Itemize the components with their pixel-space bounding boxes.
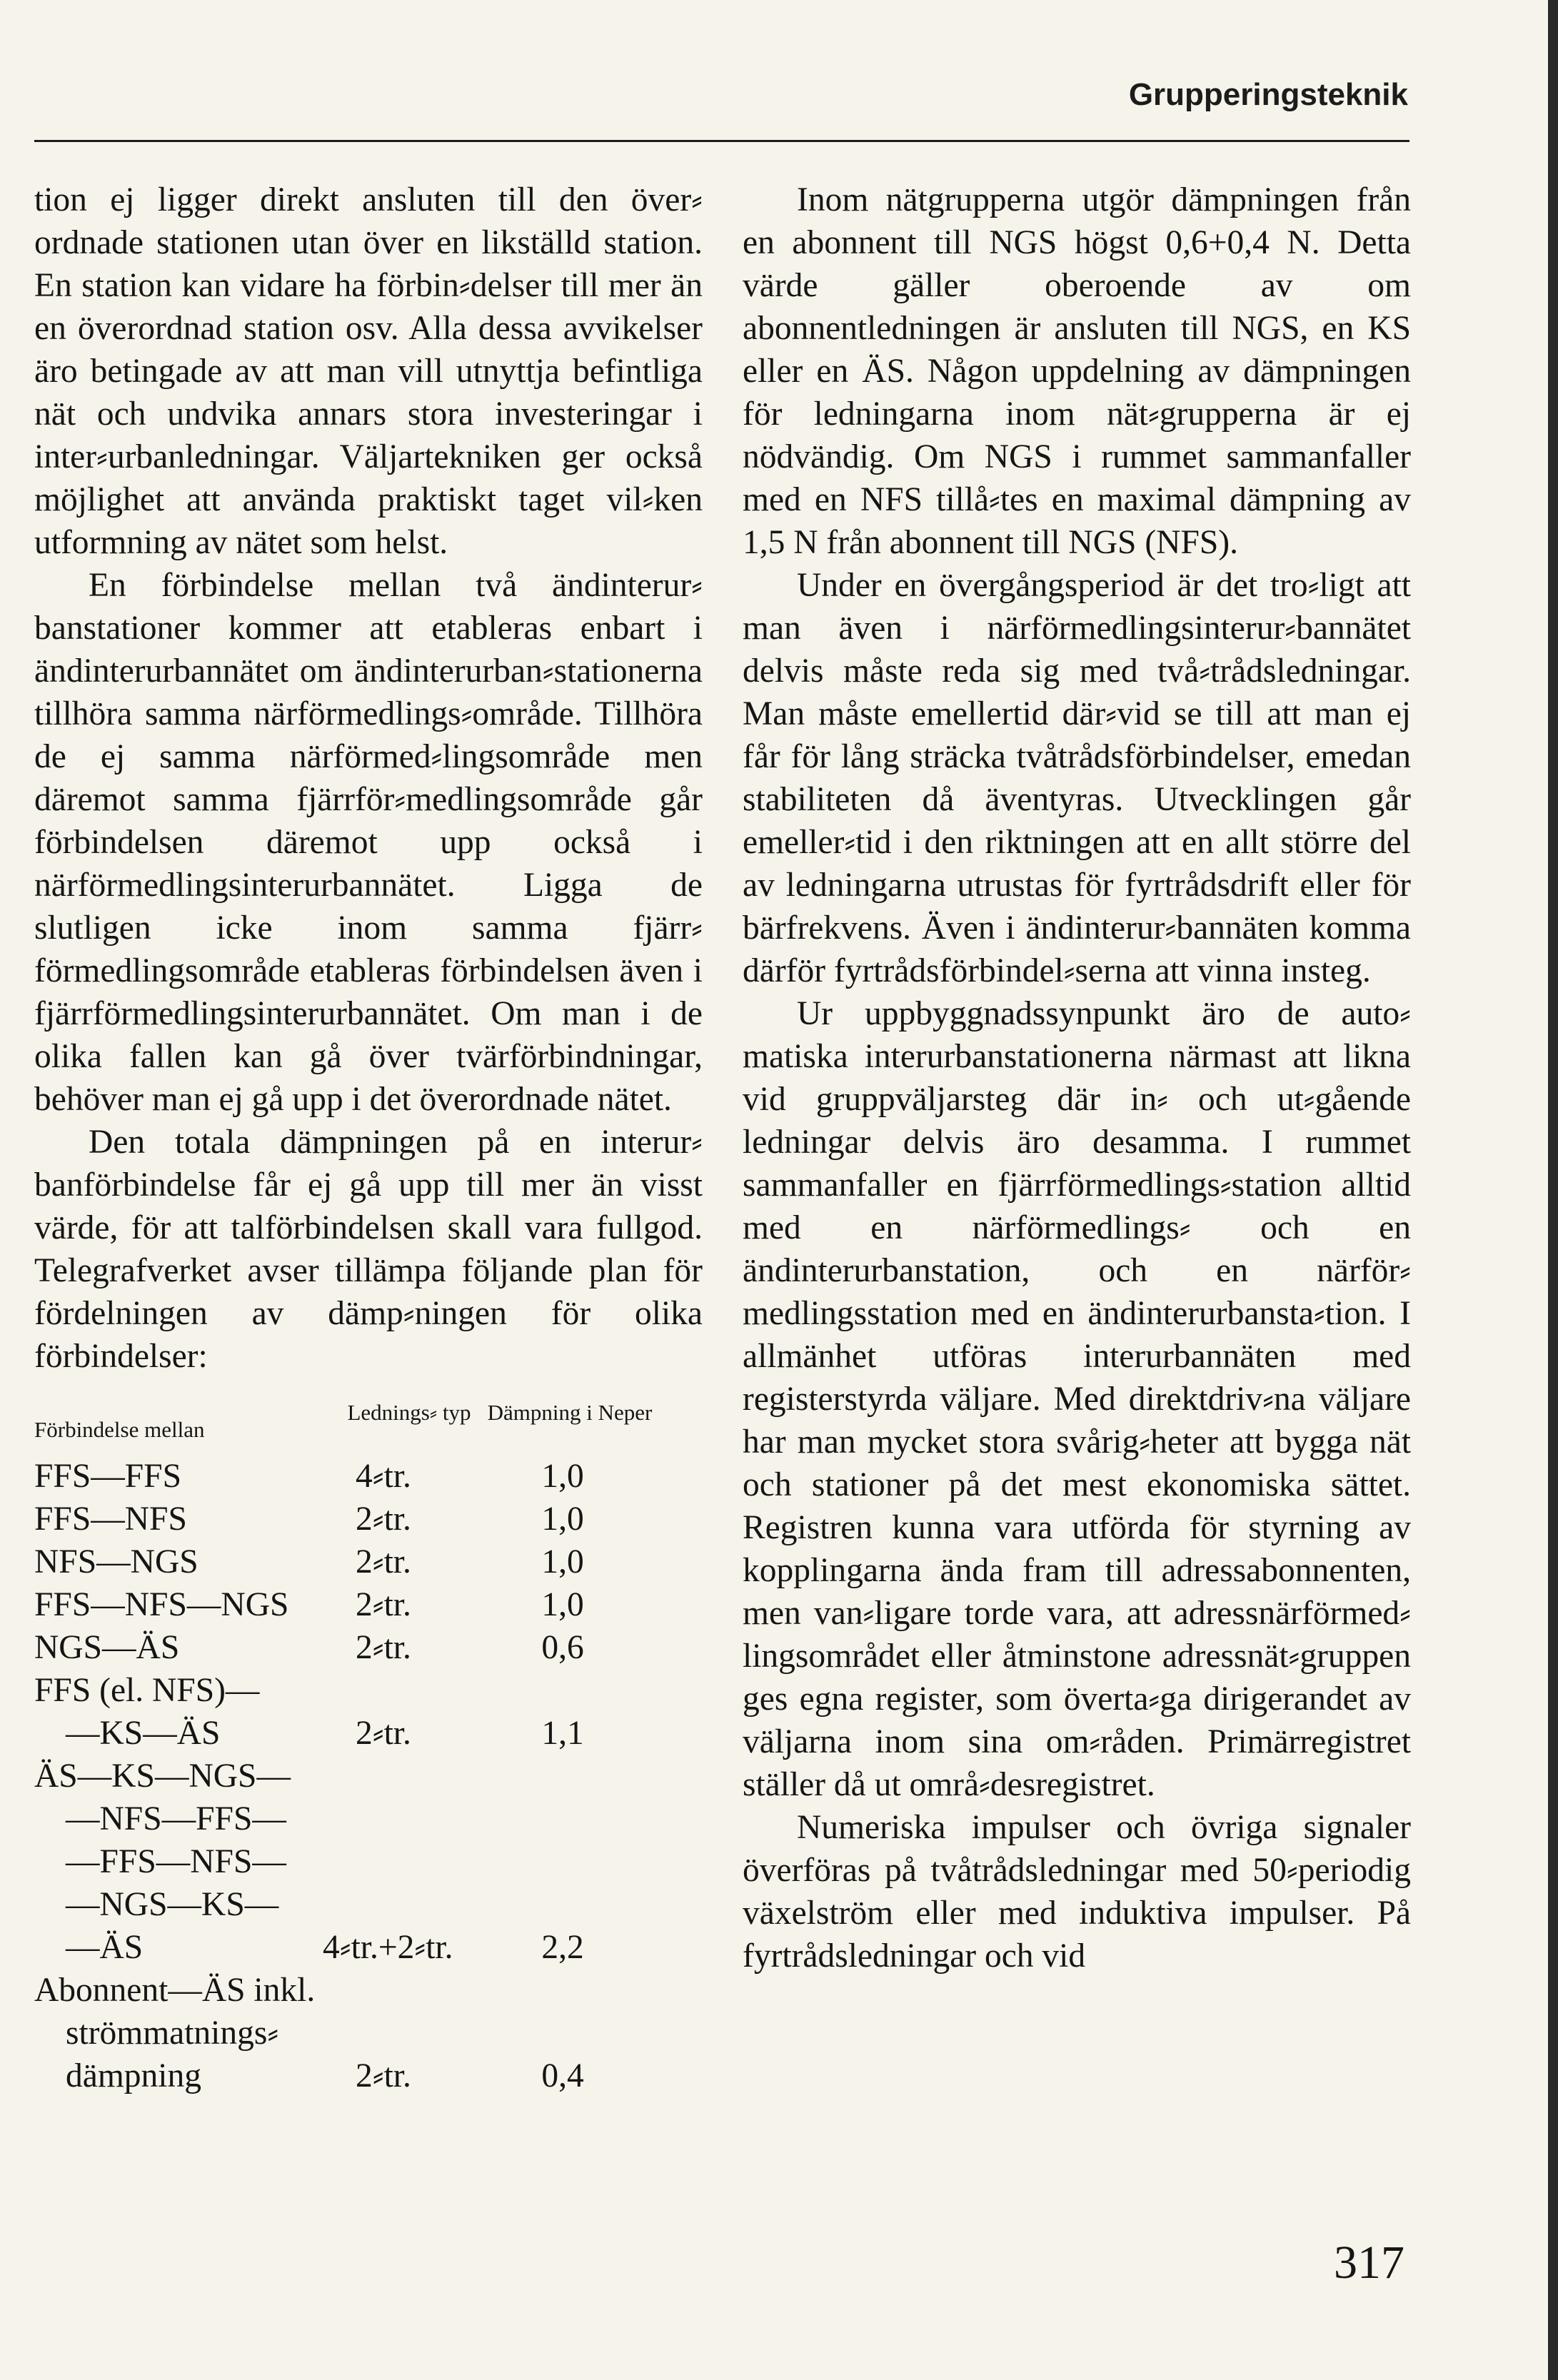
cell-connection: NFS—NGS bbox=[34, 1543, 198, 1580]
cell-attenuation: 1,0 bbox=[541, 1458, 584, 1495]
paragraph: Numeriska impulser och övriga signaler överföras på tvåtrådsledningar med 50⸗periodig växelström eller med induktiva impulser. På fyrtrådsledningar och vid bbox=[743, 1809, 1411, 1975]
cell-connection: ÄS—KS—NGS— bbox=[34, 1758, 291, 1795]
cell-line-type: 2⸗tr. bbox=[356, 1629, 411, 1666]
cell-attenuation: 1,1 bbox=[541, 1715, 584, 1752]
cell-connection: FFS (el. NFS)— bbox=[34, 1672, 260, 1709]
table-row bbox=[34, 1669, 703, 1712]
cell-connection: Abonnent—ÄS inkl. bbox=[34, 1972, 316, 2009]
cell-attenuation: 0,6 bbox=[541, 1629, 584, 1666]
cell-line-type: 4⸗tr.+2⸗tr. bbox=[323, 1929, 453, 1966]
table-row bbox=[34, 1498, 703, 1541]
paragraph: Inom nätgrupperna utgör dämpningen från en abonnent till NGS högst 0,6+0,4 N. Detta värde gäller oberoende av om abonnentledningen är ansluten till NGS, en KS eller en ÄS. Någon uppdelning av dämpningen för ledningarna inom nät⸗grupperna är ej nödvändig. Om NGS i rummet sammanfaller med en NFS tillå⸗tes en maximal dämpning av 1,5 N från abonnent till NGS (NFS). bbox=[743, 181, 1411, 561]
cell-line-type: 2⸗tr. bbox=[356, 2057, 411, 2094]
left-column bbox=[34, 178, 703, 2097]
cell-connection: —KS—ÄS bbox=[66, 1715, 221, 1752]
table-row bbox=[34, 1626, 703, 1669]
header-line-type: Lednings⸗ typ bbox=[347, 1400, 471, 1425]
cell-attenuation: 1,0 bbox=[541, 1543, 584, 1580]
cell-line-type: 4⸗tr. bbox=[356, 1458, 411, 1495]
paragraph: tion ej ligger direkt ansluten till den över⸗ordnade stationen utan över en likställd station. En station kan vidare ha förbin⸗delser till mer än en överordnad station osv. Alla dessa avvikelser äro betingade av att man vill utnyttja befintliga nät och undvika annars stora investeringar i inter⸗urbanledningar. Väljartekniken ger också möjlighet att använda praktiskt taget vil⸗ken utformning av nätet som helst. bbox=[34, 181, 703, 561]
cell-connection: —NFS—FFS— bbox=[66, 1800, 286, 1837]
cell-attenuation: 2,2 bbox=[541, 1929, 584, 1966]
cell-line-type: 2⸗tr. bbox=[356, 1715, 411, 1752]
page-edge bbox=[1548, 0, 1558, 2380]
table-row bbox=[34, 1455, 703, 1498]
paragraph: En förbindelse mellan två ändinterur⸗banstationer kommer att etableras enbart i ändinterurbannätet om ändinterurban⸗stationerna tillhöra samma närförmedlings⸗område. Tillhöra de ej samma närförmed⸗lingsområde men däremot samma fjärrför⸗medlingsområde går förbindelsen däremot upp också i närförmedlingsinterurbannätet. Ligga de slutligen icke inom samma fjärr⸗förmedlingsområde etableras förbindelsen även i fjärrförmedlingsinterurbannätet. Om man i de olika fallen kan gå över tvärförbindningar, behöver man ej gå upp i det överordnade nätet. bbox=[34, 567, 703, 1118]
header-connection: Förbindelse mellan bbox=[34, 1417, 205, 1442]
cell-attenuation: 1,0 bbox=[541, 1586, 584, 1623]
table-row bbox=[34, 1883, 703, 1926]
cell-connection: dämpning bbox=[66, 2057, 201, 2094]
cell-line-type: 2⸗tr. bbox=[356, 1501, 411, 1538]
table-row bbox=[34, 1712, 703, 1755]
cell-line-type: 2⸗tr. bbox=[356, 1586, 411, 1623]
table-row bbox=[34, 1926, 703, 1969]
table-row bbox=[34, 1755, 703, 1797]
table-row bbox=[34, 2054, 703, 2097]
cell-connection: FFS—NFS bbox=[34, 1501, 187, 1538]
page-number: 317 bbox=[1334, 2237, 1404, 2289]
table-row bbox=[34, 2012, 703, 2054]
header-rule bbox=[34, 140, 1409, 142]
cell-connection: NGS—ÄS bbox=[34, 1629, 180, 1666]
attenuation-table bbox=[34, 1399, 703, 2097]
cell-connection: FFS—NFS—NGS bbox=[34, 1586, 289, 1623]
table-row bbox=[34, 1840, 703, 1883]
paragraph: Ur uppbyggnadssynpunkt äro de auto⸗matiska interurbanstationerna närmast att likna vid gruppväljarsteg där in⸗ och ut⸗gående ledningar delvis äro desamma. I rummet sammanfaller en fjärrförmedlings⸗station alltid med en närförmedlings⸗ och en ändinterurbanstation, och en närför⸗medlingsstation med en ändinterurbansta⸗tion. I allmänhet utföras interurbannäten med registerstyrda väljare. Med direktdriv⸗na väljare har man mycket stora svårig⸗heter att bygga nät och stationer på det mest ekonomiska sättet. Registren kunna vara utförda för styrning av kopplingarna ända fram till adressabonnenten, men van⸗ligare torde vara, att adressnärförmed⸗lingsområdet eller åtminstone adressnät⸗gruppen ges egna register, som överta⸗ga dirigerandet av väljarna inom sina om⸗råden. Primärregistret ställer då ut områ⸗desregistret. bbox=[743, 995, 1411, 1803]
paragraph: Under en övergångsperiod är det tro⸗ligt att man även i närförmedlingsinterur⸗bannätet delvis måste reda sig med två⸗trådsledningar. Man måste emellertid där⸗vid se till att man ej får för lång sträcka tvåtrådsförbindelser, emedan stabiliteten då äventyras. Utvecklingen går emeller⸗tid i den riktningen att en allt större del av ledningarna utrustas för fyrtrådsdrift eller för bärfrekvens. Även i ändinterur⸗bannäten komma därför fyrtrådsförbindel⸗serna att vinna insteg. bbox=[743, 567, 1411, 989]
table-row bbox=[34, 1541, 703, 1583]
cell-attenuation: 1,0 bbox=[541, 1501, 584, 1538]
cell-connection: —ÄS bbox=[66, 1929, 144, 1966]
cell-connection: —NGS—KS— bbox=[66, 1886, 279, 1923]
cell-connection: FFS—FFS bbox=[34, 1458, 182, 1495]
table-row bbox=[34, 1583, 703, 1626]
header-attenuation: Dämpning i Neper bbox=[487, 1400, 653, 1425]
right-column bbox=[743, 178, 1411, 1977]
table-row bbox=[34, 1969, 703, 2012]
paragraph: Den totala dämpningen på en interur⸗banförbindelse får ej gå upp till mer än visst värde, för att talförbindelsen skall vara fullgod. Telegrafverket avser tillämpa följande plan för fördelningen av dämp⸗ningen för olika förbindelser: bbox=[34, 1124, 703, 1375]
cell-connection: —FFS—NFS— bbox=[66, 1843, 286, 1880]
running-header: Grupperingsteknik bbox=[1128, 77, 1408, 112]
table-row bbox=[34, 1797, 703, 1840]
cell-attenuation: 0,4 bbox=[541, 2057, 584, 2094]
cell-line-type: 2⸗tr. bbox=[356, 1543, 411, 1580]
cell-connection: strömmatnings⸗ bbox=[66, 2015, 279, 2052]
table-header bbox=[34, 1399, 703, 1443]
